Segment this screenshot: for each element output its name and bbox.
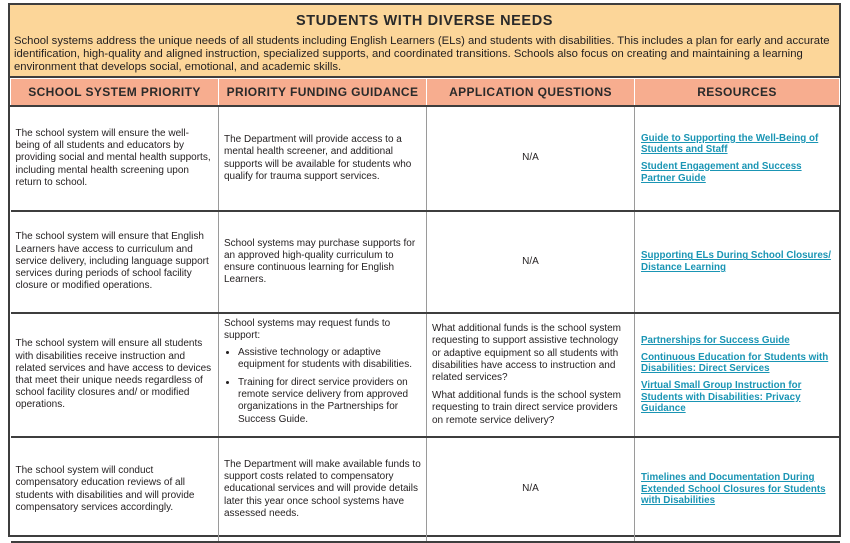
resource-link[interactable]: Timelines and Documentation During Extended School Closures for Students with Disabilities [641,472,826,507]
resources-cell [635,106,840,211]
guidance-list [224,347,421,426]
resource-link[interactable]: Supporting ELs During School Closures/ Distance Learning [641,250,831,273]
column-header-resources: RESOURCES [635,79,840,107]
section-title: STUDENTS WITH DIVERSE NEEDS [295,13,554,29]
guidance-cell [219,313,427,437]
questions-cell: N/A [427,211,635,313]
guidance-cell: School systems may purchase supports for an approved high-quality curriculum to ensure continuous learning for English Learners. [219,211,427,313]
resource-link[interactable]: Student Engagement and Success Partner Guide [641,161,802,184]
priority-cell: The school system will ensure the well-being of all students and educators by providing social and mental health supports, including mental health screening upon return to school. [11,106,219,211]
section-intro: School systems address the unique needs of all students including English Learners (ELs) and students with disabilities. This includes a plan for early and accurate identification, high-quality and aligned instruction, specialized supports, and coordinated transitions. Schools also focus on creating and maintaining a learning environment that develops social, emotional, and academic skills. [14,35,830,74]
column-header-questions: APPLICATION QUESTIONS [427,79,635,107]
guidance-cell: The Department will provide access to a mental health screener, and additional supports will be available for students who qualify for trauma support services. [219,106,427,211]
table-row [11,211,840,313]
resource-link[interactable]: Partnerships for Success Guide [641,335,790,347]
table-header-row [11,79,840,107]
column-header-guidance: PRIORITY FUNDING GUIDANCE [219,79,427,107]
questions-cell: N/A [427,437,635,542]
resources-cell [635,437,840,542]
priority-cell: The school system will conduct compensatory education reviews of all students with disabilities and will provide compensatory services accordingly. [11,437,219,542]
resource-link[interactable]: Guide to Supporting the Well-Being of Students and Staff [641,132,819,156]
diverse-needs-panel [8,3,841,537]
priority-cell: The school system will ensure all students with disabilities receive instruction and related services and have access to devices that meet their unique needs regardless of school facility closures and/ or modified operations. [11,313,219,437]
resources-cell [635,313,840,437]
guidance-bullet: • Assistive technology or adaptive equipment for students with disabilities. [238,347,421,371]
guidance-bullet: • Training for direct service providers on remote service delivery from approved organizations in the Partnerships for Success Guide. [238,377,421,426]
resource-link[interactable]: Virtual Small Group Instruction for Students with Disabilities: Privacy Guidance [641,380,802,415]
resources-cell [635,211,840,313]
guidance-cell: The Department will make available funds to support costs related to compensatory educational services and will provide details later this year once school systems have assessed needs. [219,437,427,542]
guidance-intro: School systems may request funds to support: [224,318,391,342]
section-banner [10,5,839,78]
priority-table [10,78,840,543]
table-row [11,437,840,542]
application-question: What additional funds is the school system requesting to train direct service providers on remote service delivery? [432,390,621,426]
questions-cell: N/A [427,106,635,211]
resource-link[interactable]: Continuous Education for Students with Disabilities: Direct Services [641,351,829,375]
priority-cell: The school system will ensure that English Learners have access to curriculum and service delivery, including language support services during periods of school facility closure or modified operations. [11,211,219,313]
application-question: What additional funds is the school system requesting to support assistive technology or adaptive equipment so all students with disabilities have access to instruction and related services? [432,323,621,383]
column-header-priority: SCHOOL SYSTEM PRIORITY [11,79,219,107]
table-row [11,106,840,211]
table-row [11,313,840,437]
questions-cell [427,313,635,437]
